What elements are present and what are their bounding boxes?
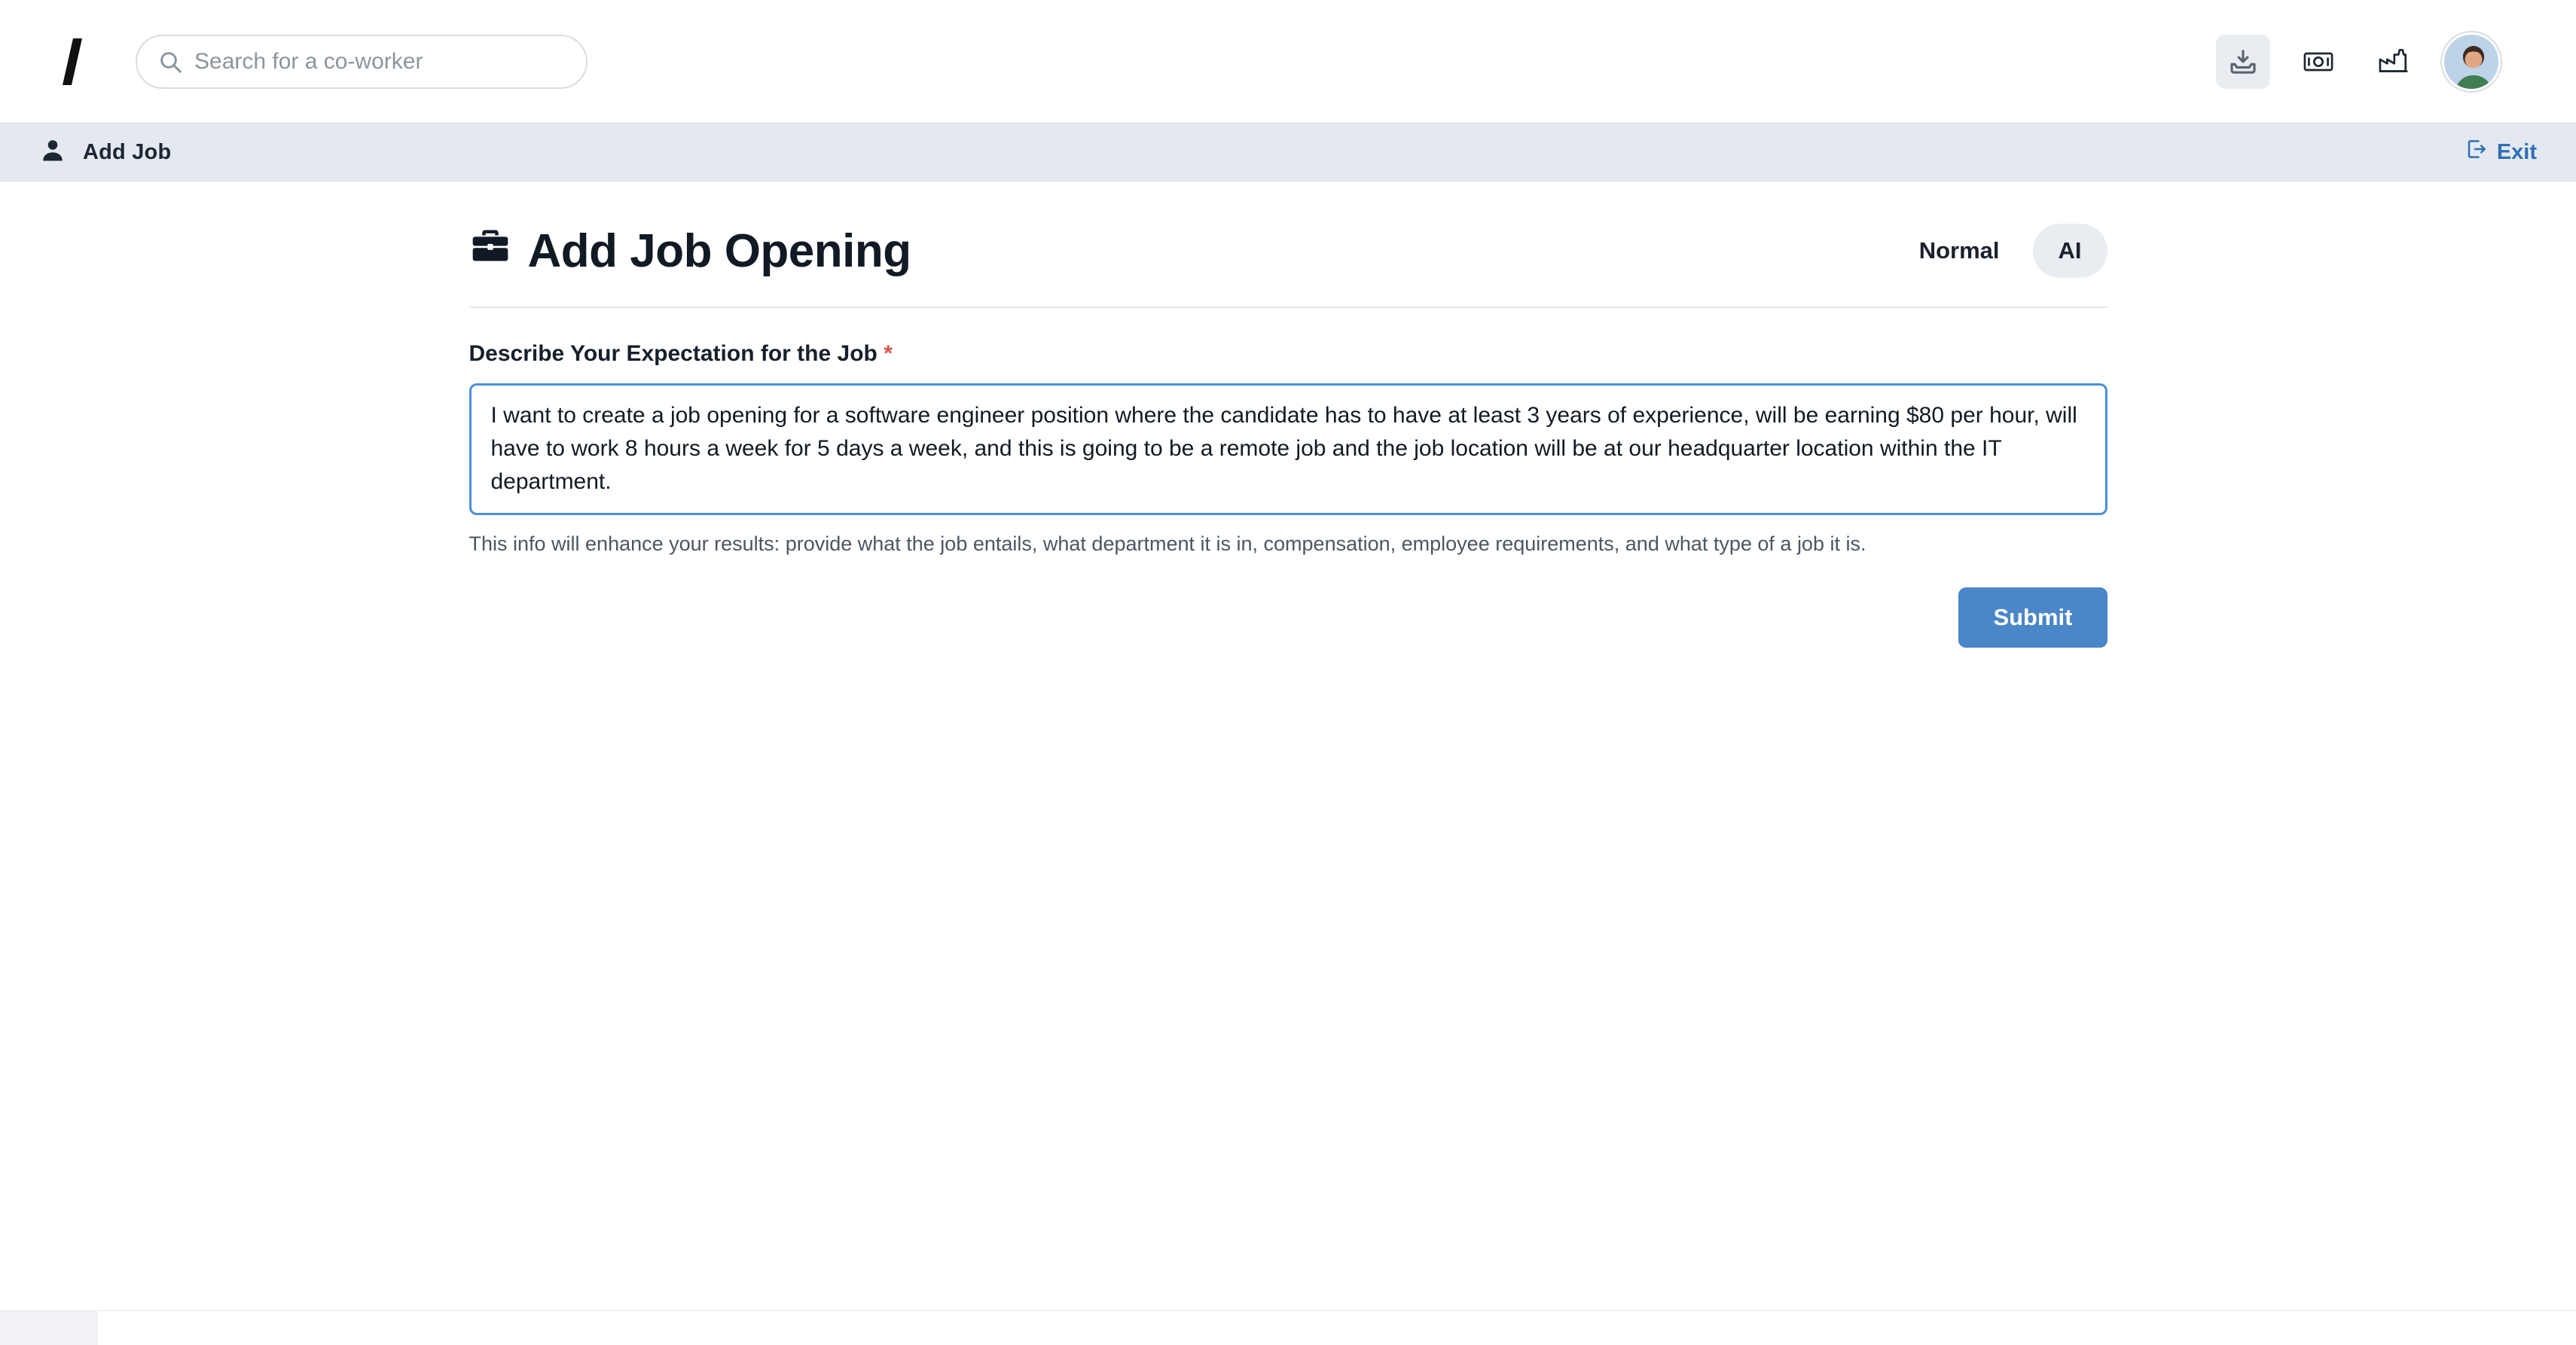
page-title: Add Job (83, 139, 172, 164)
exit-label: Exit (2496, 139, 2537, 164)
expectation-textarea[interactable] (469, 383, 2107, 515)
topbar-actions (2216, 32, 2546, 91)
search-container (136, 35, 588, 89)
exit-icon (2465, 138, 2488, 166)
mode-option-ai[interactable]: AI (2033, 224, 2107, 278)
slash-logo-icon[interactable] (45, 32, 105, 92)
exit-button[interactable] (2465, 138, 2537, 166)
card-title-text: Add Job Opening (527, 224, 911, 277)
subbar-left (39, 137, 171, 168)
expectation-field-label (469, 341, 2107, 367)
search-input[interactable] (136, 35, 588, 89)
bottom-strip (0, 1310, 2576, 1345)
expectation-help-text: This info will enhance your results: provide what the job entails, what department it is in, compensation, employee requirements, and what type of a job it is. (469, 532, 1866, 555)
mode-option-normal[interactable]: Normal (1918, 237, 2000, 264)
money-bill-icon[interactable] (2291, 35, 2346, 89)
card-title (469, 224, 911, 278)
avatar[interactable] (2442, 32, 2501, 91)
bottom-left-block (0, 1311, 98, 1345)
mode-toggle (1894, 224, 2107, 278)
submit-button[interactable]: Submit (1958, 587, 2107, 648)
inbox-download-icon[interactable] (2216, 35, 2270, 89)
briefcase-icon (469, 224, 511, 278)
sub-bar (0, 123, 2576, 181)
card-header (469, 224, 2107, 308)
submit-row (469, 587, 2107, 648)
top-bar (0, 0, 2576, 123)
factory-icon[interactable] (2367, 35, 2421, 89)
person-icon (39, 137, 66, 168)
main-content (0, 181, 2576, 1343)
expectation-field-label-text: Describe Your Expectation for the Job (469, 341, 877, 366)
required-marker: * (884, 341, 893, 366)
add-job-card (469, 224, 2107, 648)
